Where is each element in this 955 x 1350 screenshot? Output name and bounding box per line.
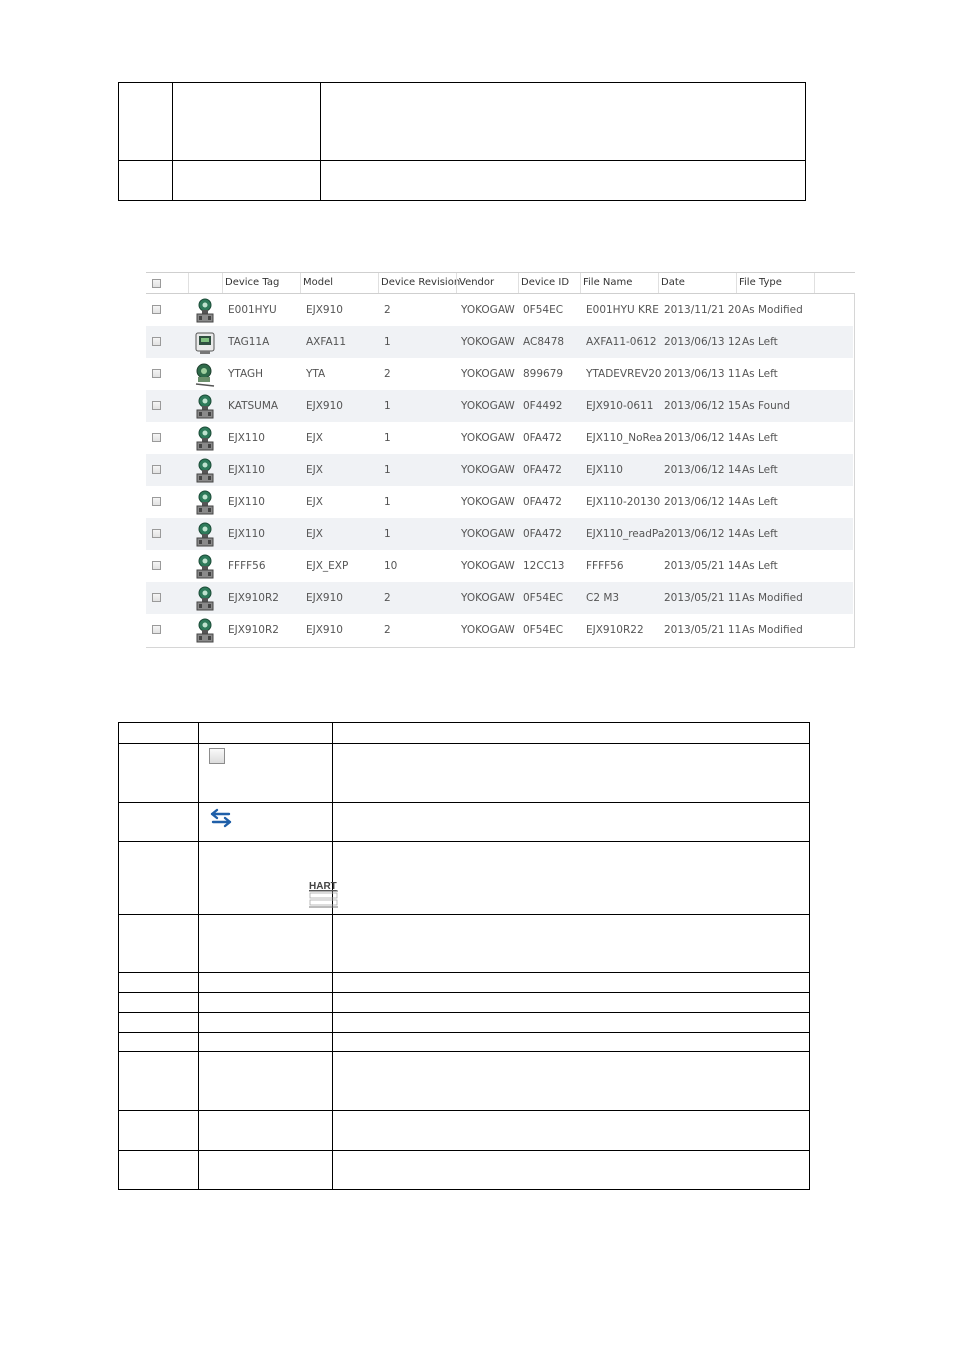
device-list: [146, 272, 855, 648]
top-table-cell: [119, 83, 173, 161]
vendor-cell: YOKOGAW: [461, 592, 515, 604]
legend-cell: [199, 744, 333, 803]
legend-cell: [119, 803, 199, 842]
device-revision-cell: 1: [384, 400, 391, 412]
top-table-cell: [119, 161, 173, 201]
legend-cell: [333, 1151, 810, 1190]
row-checkbox[interactable]: [152, 433, 161, 442]
date-cell: 2013/06/12 15: [664, 400, 742, 412]
legend-cell: [199, 1033, 333, 1052]
legend-cell: [199, 723, 333, 744]
device-tag-cell: EJX110: [228, 496, 265, 508]
legend-cell: [333, 744, 810, 803]
model-cell: EJX910: [306, 624, 343, 636]
date-cell: 2013/06/13 12: [664, 336, 742, 348]
pressure-transmitter-icon: [194, 522, 216, 548]
swap-arrows-icon: [209, 808, 233, 828]
device-revision-cell: 1: [384, 336, 391, 348]
device-revision-cell: 10: [384, 560, 398, 572]
legend-cell: [199, 915, 333, 973]
device-tag-cell: KATSUMA: [228, 400, 279, 412]
device-row[interactable]: [146, 582, 853, 614]
device-tag-cell: EJX110: [228, 432, 265, 444]
model-cell: EJX910: [306, 592, 343, 604]
device-id-cell: 0FA472: [523, 528, 562, 540]
legend-cell: [119, 973, 199, 993]
file-type-cell: As Left: [742, 336, 778, 348]
row-checkbox[interactable]: [152, 401, 161, 410]
legend-cell: [119, 1033, 199, 1052]
top-table-cell: [173, 161, 321, 201]
device-tag-cell: YTAGH: [228, 368, 264, 380]
file-type-cell: As Left: [742, 560, 778, 572]
device-id-cell: 0F54EC: [523, 304, 564, 316]
row-checkbox[interactable]: [152, 561, 161, 570]
device-id-cell: 0F54EC: [523, 592, 564, 604]
legend-cell: [333, 1013, 810, 1033]
file-type-cell: As Left: [742, 464, 778, 476]
top-table-cell: [321, 161, 806, 201]
device-revision-cell: 2: [384, 592, 391, 604]
model-cell: EJX_EXP: [306, 560, 349, 572]
flowmeter-converter-icon: [194, 330, 216, 356]
file-type-cell: As Found: [742, 400, 791, 412]
legend-cell: [119, 993, 199, 1013]
file-type-cell: As Left: [742, 368, 778, 380]
device-row[interactable]: [146, 486, 853, 518]
legend-cell: [333, 915, 810, 973]
device-revision-cell: 1: [384, 496, 391, 508]
date-cell: 2013/06/13 11: [664, 368, 742, 380]
legend-table: [118, 722, 810, 1190]
model-cell: YTA: [306, 368, 326, 380]
legend-cell: [333, 803, 810, 842]
row-checkbox[interactable]: [152, 305, 161, 314]
legend-cell: [333, 973, 810, 993]
legend-cell: [333, 1052, 810, 1111]
device-revision-cell: 1: [384, 528, 391, 540]
column-header-model[interactable]: Model: [300, 273, 378, 293]
row-checkbox[interactable]: [152, 529, 161, 538]
file-name-cell: EJX910-0611: [586, 400, 654, 412]
device-row[interactable]: [146, 518, 853, 550]
top-table-cell: [173, 83, 321, 161]
legend-cell: [119, 915, 199, 973]
device-row[interactable]: [146, 550, 853, 582]
row-checkbox[interactable]: [152, 369, 161, 378]
device-list-header: [146, 272, 855, 294]
legend-cell: [333, 993, 810, 1013]
model-cell: EJX910: [306, 400, 343, 412]
device-tag-cell: E001HYU: [228, 304, 277, 316]
date-cell: 2013/05/21 14: [664, 560, 742, 572]
vendor-cell: YOKOGAW: [461, 624, 515, 636]
file-name-cell: EJX110: [586, 464, 623, 476]
device-row[interactable]: [146, 454, 853, 486]
icon-column-header: [188, 273, 224, 293]
vendor-cell: YOKOGAW: [461, 528, 515, 540]
date-cell: 2013/05/21 11: [664, 592, 742, 604]
model-cell: EJX: [306, 432, 323, 444]
legend-cell: [119, 723, 199, 744]
column-header-device-id[interactable]: Device ID: [518, 273, 580, 293]
legend-cell: [119, 1111, 199, 1151]
file-name-cell: FFFF56: [586, 560, 624, 572]
pressure-transmitter-icon: [194, 586, 216, 612]
device-tag-cell: EJX910R2: [228, 624, 279, 636]
device-row[interactable]: [146, 294, 853, 326]
file-type-cell: As Left: [742, 528, 778, 540]
file-type-cell: As Modified: [742, 304, 803, 316]
device-revision-cell: 2: [384, 304, 391, 316]
file-name-cell: EJX910R22: [586, 624, 644, 636]
hart-logo-text: HART: [309, 881, 337, 892]
legend-cell: [199, 1151, 333, 1190]
model-cell: EJX: [306, 496, 323, 508]
file-name-cell: EJX110-20130: [586, 496, 661, 508]
device-row[interactable]: [146, 614, 853, 646]
pressure-transmitter-icon: [194, 490, 216, 516]
date-cell: 2013/06/12 14: [664, 464, 742, 476]
top-table: [118, 82, 806, 201]
pressure-transmitter-icon: [194, 426, 216, 452]
legend-cell: [119, 1013, 199, 1033]
legend-cell: [333, 842, 810, 915]
vendor-cell: YOKOGAW: [461, 336, 515, 348]
legend-cell: [119, 842, 199, 915]
device-row[interactable]: [146, 326, 853, 358]
legend-cell: [199, 842, 337, 915]
legend-cell: [199, 1111, 333, 1151]
file-name-cell: EJX110_NoRea: [586, 432, 663, 444]
model-cell: EJX910: [306, 304, 343, 316]
date-cell: 2013/06/12 14: [664, 496, 742, 508]
legend-cell: [333, 723, 810, 744]
legend-cell: [199, 993, 333, 1013]
vendor-cell: YOKOGAW: [461, 432, 515, 444]
file-name-cell: E001HYU KRE: [586, 304, 659, 316]
date-cell: 2013/06/12 14: [664, 432, 742, 444]
column-header-vendor[interactable]: Vendor: [456, 273, 518, 293]
column-header-file-type[interactable]: File Type: [736, 273, 814, 293]
pressure-transmitter-icon: [194, 394, 216, 420]
pressure-transmitter-icon: [194, 298, 216, 324]
device-row[interactable]: [146, 390, 853, 422]
legend-cell: [119, 744, 199, 803]
date-cell: 2013/06/12 14: [664, 528, 742, 540]
column-header-spacer: [814, 273, 855, 293]
legend-cell: [333, 1033, 810, 1052]
legend-cell: [119, 1052, 199, 1111]
temperature-transmitter-icon: [194, 362, 216, 388]
row-checkbox[interactable]: [152, 497, 161, 506]
file-type-cell: As Modified: [742, 624, 803, 636]
file-type-cell: As Left: [742, 496, 778, 508]
device-tag-cell: TAG11A: [228, 336, 270, 348]
date-cell: 2013/11/21 20: [664, 304, 742, 316]
vendor-cell: YOKOGAW: [461, 560, 515, 572]
device-revision-cell: 2: [384, 624, 391, 636]
column-header-device-revision[interactable]: Device Revision: [378, 273, 456, 293]
device-id-cell: 0FA472: [523, 432, 562, 444]
legend-cell: [333, 1111, 810, 1151]
file-name-cell: YTADEVREV20: [586, 368, 662, 380]
vendor-cell: YOKOGAW: [461, 304, 515, 316]
device-revision-cell: 1: [384, 464, 391, 476]
legend-cell: [199, 803, 333, 842]
device-row[interactable]: [146, 422, 853, 454]
file-name-cell: C2 M3: [586, 592, 620, 604]
device-tag-cell: EJX110: [228, 464, 265, 476]
device-tag-cell: FFFF56: [228, 560, 266, 572]
checkbox-icon: [209, 748, 225, 764]
file-name-cell: AXFA11-0612: [586, 336, 657, 348]
top-table-cell: [321, 83, 806, 161]
model-cell: AXFA11: [306, 336, 346, 348]
legend-cell: [199, 1052, 333, 1111]
file-name-cell: EJX110_readPa: [586, 528, 665, 540]
date-cell: 2013/05/21 11: [664, 624, 742, 636]
row-checkbox[interactable]: [152, 625, 161, 634]
vendor-cell: YOKOGAW: [461, 496, 515, 508]
device-id-cell: 0FA472: [523, 496, 562, 508]
legend-cell: [119, 1151, 199, 1190]
row-checkbox[interactable]: [152, 593, 161, 602]
column-header-date[interactable]: Date: [658, 273, 736, 293]
device-tag-cell: EJX910R2: [228, 592, 279, 604]
device-id-cell: 12CC13: [523, 560, 565, 572]
vendor-cell: YOKOGAW: [461, 400, 515, 412]
device-row[interactable]: [146, 358, 853, 390]
device-revision-cell: 1: [384, 432, 391, 444]
device-id-cell: 899679: [523, 368, 564, 380]
vendor-cell: YOKOGAW: [461, 464, 515, 476]
device-id-cell: 0F4492: [523, 400, 563, 412]
model-cell: EJX: [306, 528, 323, 540]
column-header-file-name[interactable]: File Name: [580, 273, 658, 293]
file-type-cell: As Modified: [742, 592, 803, 604]
pressure-transmitter-icon: [194, 554, 216, 580]
legend-cell: [199, 973, 333, 993]
file-type-cell: As Left: [742, 432, 778, 444]
vendor-cell: YOKOGAW: [461, 368, 515, 380]
device-id-cell: AC8478: [523, 336, 565, 348]
row-checkbox[interactable]: [152, 465, 161, 474]
row-checkbox[interactable]: [152, 337, 161, 346]
select-all-checkbox[interactable]: [152, 279, 161, 288]
device-id-cell: 0FA472: [523, 464, 562, 476]
column-header-device-tag[interactable]: Device Tag: [222, 273, 300, 293]
device-id-cell: 0F54EC: [523, 624, 564, 636]
device-revision-cell: 2: [384, 368, 391, 380]
pressure-transmitter-icon: [194, 618, 216, 644]
model-cell: EJX: [306, 464, 323, 476]
pressure-transmitter-icon: [194, 458, 216, 484]
device-tag-cell: EJX110: [228, 528, 265, 540]
legend-cell: [199, 1013, 333, 1033]
